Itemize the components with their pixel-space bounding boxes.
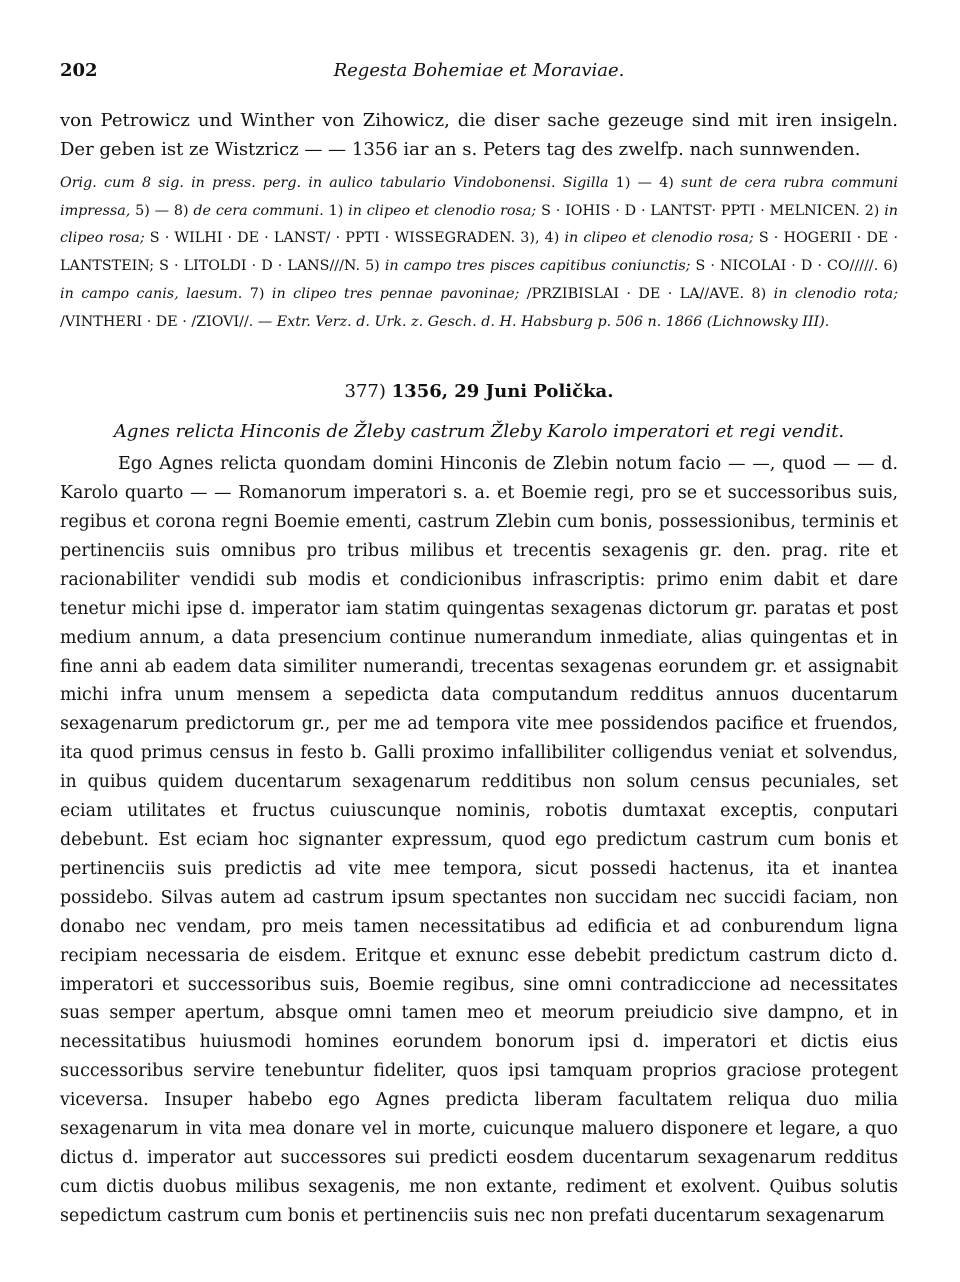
note-segment: in clipeo rosa; xyxy=(60,202,898,247)
note-segment: in clenodio rota; xyxy=(773,285,899,302)
page-number: 202 xyxy=(60,60,98,81)
note-segment: in campo canis, laesum. xyxy=(60,285,250,302)
document-page xyxy=(60,60,898,1231)
note-segment: sunt de cera rubra communi impressa, xyxy=(60,175,898,219)
note-segment: Orig. cum 8 sig. in press. perg. in aulico tabulario Vindobonensi. Sigilla xyxy=(60,175,616,191)
note-segment: 1) xyxy=(328,202,349,219)
archival-note xyxy=(60,170,898,336)
note-segment: 1) — 4) xyxy=(615,175,681,191)
note-segment: 7) xyxy=(249,285,272,302)
entry-date-place: 1356, 29 Juni Polička. xyxy=(391,381,614,403)
entry-heading xyxy=(60,378,898,406)
entry-body-text: Ego Agnes relicta quondam domini Hinconis de Zlebin notum facio — —, quod — — d. Karolo quarto — — Romanorum imperatori s. a. et Boemie regi, pro se et successoribus suis, regibus et corona regni Boemie ementi, castrum Zlebin cum bonis, possessionibus, terminis et pertinenciis suis omnibus pro tribus milibus et trecentis sexagenis gr. den. prag. rite et racionabiliter vendidi sub modis et condicionibus infrascriptis: primo enim dabit et dare tenetur michi ipse d. imperator iam statim quingentas sexagenas dictorum gr. paratas et post medium annum, a data presencium continue numerandum inmediate, alias quingentas et in fine anni ab eadem data similiter numerandi, trecentas sexagenas eorundem gr. et assignabit michi infra unum mensem a sepedicta data computandum redditus annuos ducentarum sexagenarum predictorum gr., per me ad tempora vite mee possidendos pacifice et fruendos, ita quod primus census in festo b. Galli proximo infallibiliter colligendus veniat et solvendus, in quibus quidem ducentarum sexagenarum redditibus non solum census pecuniales, set eciam utilitates et fructus cuiuscunque nominis, robotis dumtaxat exceptis, conputari debebunt. Est eciam hoc signanter expressum, quod ego predictum castrum cum bonis et pertinenciis suis predictis ad vite mee tempora, sicut possedi hactenus, ita et inantea possidebo. Silvas autem ad castrum ipsum spectantes non succidam nec succidi faciam, non donabo nec vendam, pro meis tamen necessitatibus ad edificia et ad conburendum ligna recipiam necessaria de eisdem. Eritque et exnunc esse debebit predictum castrum dicto d. imperatori et successoribus suis, Boemie regibus, sine omni contradiccione ad necessitates suas semper apertum, absque omni tamen meo et meorum preiudicio sive dampno, et in necessitatibus huiusmodi homines eorundem bonorum ipsi d. imperatori et dictis eius successoribus servire tenebuntur fideliter, quos ipsi tamquam proprios graciose protegent viceversa. Insuper habebo ego Agnes predicta liberam facultatem reliqua duo milia sexagenarum in vita mea donare vel in morte, cuicunque maluero disponere et legare, a quo dictus d. imperator aut successores sui predicti eosdem ducentarum sexagenarum redditus cum dictis duobus milibus sexagenis, me non extante, rediment et exolvent. Quibus solutis sepedictum castrum cum bonis et pertinenciis suis nec non prefati ducentarum sexagenarum xyxy=(60,454,898,1226)
note-segment: S · IOHIS · D · LANTST· PPTI · MELNICEN. 2) xyxy=(541,202,885,219)
note-segment: de cera communi. xyxy=(193,202,329,219)
note-segment: in clipeo et clenodio rosa; xyxy=(348,202,542,219)
continued-text: von Petrowicz und Winther von Zihowicz, die diser sache gezeuge sind mit iren insigeln. Der geben ist ze Wistzricz — — 1356 iar an s. Peters tag des zwelfp. nach sunnwenden. xyxy=(60,110,898,160)
note-segment: /VINTHERI · DE · /ZIOVI//. — xyxy=(60,313,277,330)
entry-number: 377) xyxy=(344,381,386,403)
note-segment: S · NICOLAI · D · CO/////. 6) xyxy=(695,258,898,275)
note-segment: Extr. Verz. d. Urk. z. Gesch. d. H. Habsburg p. 506 n. 1866 (Lichnowsky III). xyxy=(276,313,830,330)
running-header xyxy=(60,60,898,92)
running-title: Regesta Bohemiae et Moraviae. xyxy=(333,60,625,81)
note-segment: in campo tres pisces capitibus coniunctis; xyxy=(384,258,696,275)
note-segment: 5) — 8) xyxy=(135,202,194,219)
note-segment: /PRZIBISLAI · DE · LA//AVE. 8) xyxy=(526,285,774,302)
note-segment: in clipeo tres pennae pavoninae; xyxy=(271,285,527,302)
note-segment: in clipeo et clenodio rosa; xyxy=(564,230,759,247)
entry-regest: Agnes relicta Hinconis de Žleby castrum Žleby Karolo imperatori et regi vendit. xyxy=(113,421,845,443)
note-segment: S · HOGERII · DE · LANTSTEIN; S · LITOLDI · D · LANS///N. 5) xyxy=(60,230,899,275)
note-segment: S · WILHI · DE · LANST/ · PPTI · WISSEGRADEN. 3), 4) xyxy=(149,230,565,247)
